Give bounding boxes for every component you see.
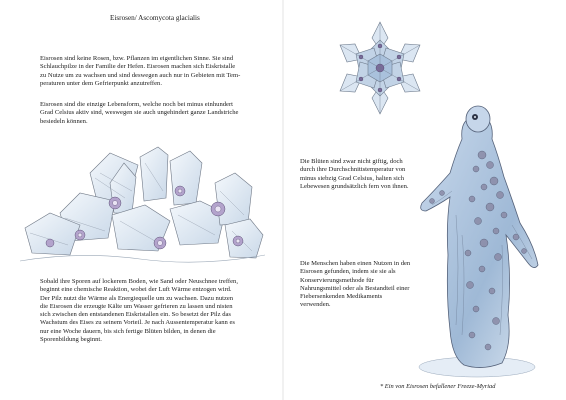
text-line: Fiebersenkenden Medikaments (300, 293, 383, 301)
text-line: Nahrungsmittel oder als Bestandteil einer (300, 284, 410, 292)
text-line: Eisrosen sind die einzige Lebensform, welche noch bei minus einhundert (40, 101, 233, 108)
intro-paragraph (40, 55, 240, 88)
text-line: Eisrosen sind keine Rosen, bzw. Pflanzen im eigentlichen Sinne. Sie sind (40, 55, 234, 62)
temperature-paragraph (40, 101, 239, 126)
frozen-figure-drawing (412, 95, 552, 380)
text-line: peraturen unter dem Gefrierpunkt anzutreffen. (40, 79, 162, 87)
illustration-caption: * Ein von Eisrosen befallener Freeze-Myriad (380, 383, 496, 390)
text-line: Sobald ihre Sporen auf lockerem Boden, wie Sand oder Neuschnee treffen, (40, 278, 238, 285)
text-line: Konservierungsmethode für (300, 276, 374, 284)
text-line: Eisrosen gefunden, indem sie sie als (300, 268, 396, 276)
text-line: verwenden. (300, 301, 331, 309)
text-line: beginnt eine chemische Reaktion, wobei der Luft Wärme entzogen wird. (40, 286, 232, 294)
text-line: die Eisrosen die erzeugte Kälte um Wasser gefrieren zu lassen und nisten (40, 302, 233, 310)
growth-paragraph (40, 278, 238, 344)
text-line: Sporenbildung beginnt. (40, 336, 102, 344)
toxicity-paragraph (300, 158, 409, 191)
text-line: Wachstum des Eises zu seinem Vorteil. Je nach Aussentemperatur kann es (40, 319, 235, 327)
text-line: sich zwischen den entstandenen Eiskristallen ein. So besetzt der Pilz das (40, 311, 231, 319)
uses-paragraph (300, 260, 410, 310)
text-line: Die Blüten sind zwar nicht giftig, doch (300, 158, 403, 165)
text-line: minus siebzig Grad Celsius, halten sich (300, 174, 405, 182)
page-title: Eisrosen/ Ascomycota glacialis (110, 14, 200, 22)
text-line: besiedeln können. (40, 117, 88, 125)
ice-crystal-cluster-drawing (20, 143, 265, 268)
text-line: nur eine Woche dauern, bis sich fertige Blüten bilden, in denen die (40, 327, 216, 335)
text-line: Lebewesen grundsätzlich fern von ihnen. (300, 182, 409, 190)
page-gutter (282, 0, 284, 400)
text-line: zu Nutze um zu wachsen und sind deswegen auch nur in Gebieten mit Tem- (40, 71, 241, 79)
text-line: Der Pilz nutzt die Wärme als Energiequelle um zu wachsen. Dazu nutzen (40, 294, 234, 302)
text-line: Schlauchpilze in der Familie der Hefen. Eisrosen machen sich Eiskristalle (40, 63, 236, 71)
text-line: durch ihre Durchschnittstemperatur von (300, 166, 406, 174)
text-line: Grad Celsius aktiv sind, weswegen sie auch ungehindert ganze Landstriche (40, 109, 239, 117)
text-line: Die Menschen haben einen Nutzen in den (300, 260, 411, 267)
